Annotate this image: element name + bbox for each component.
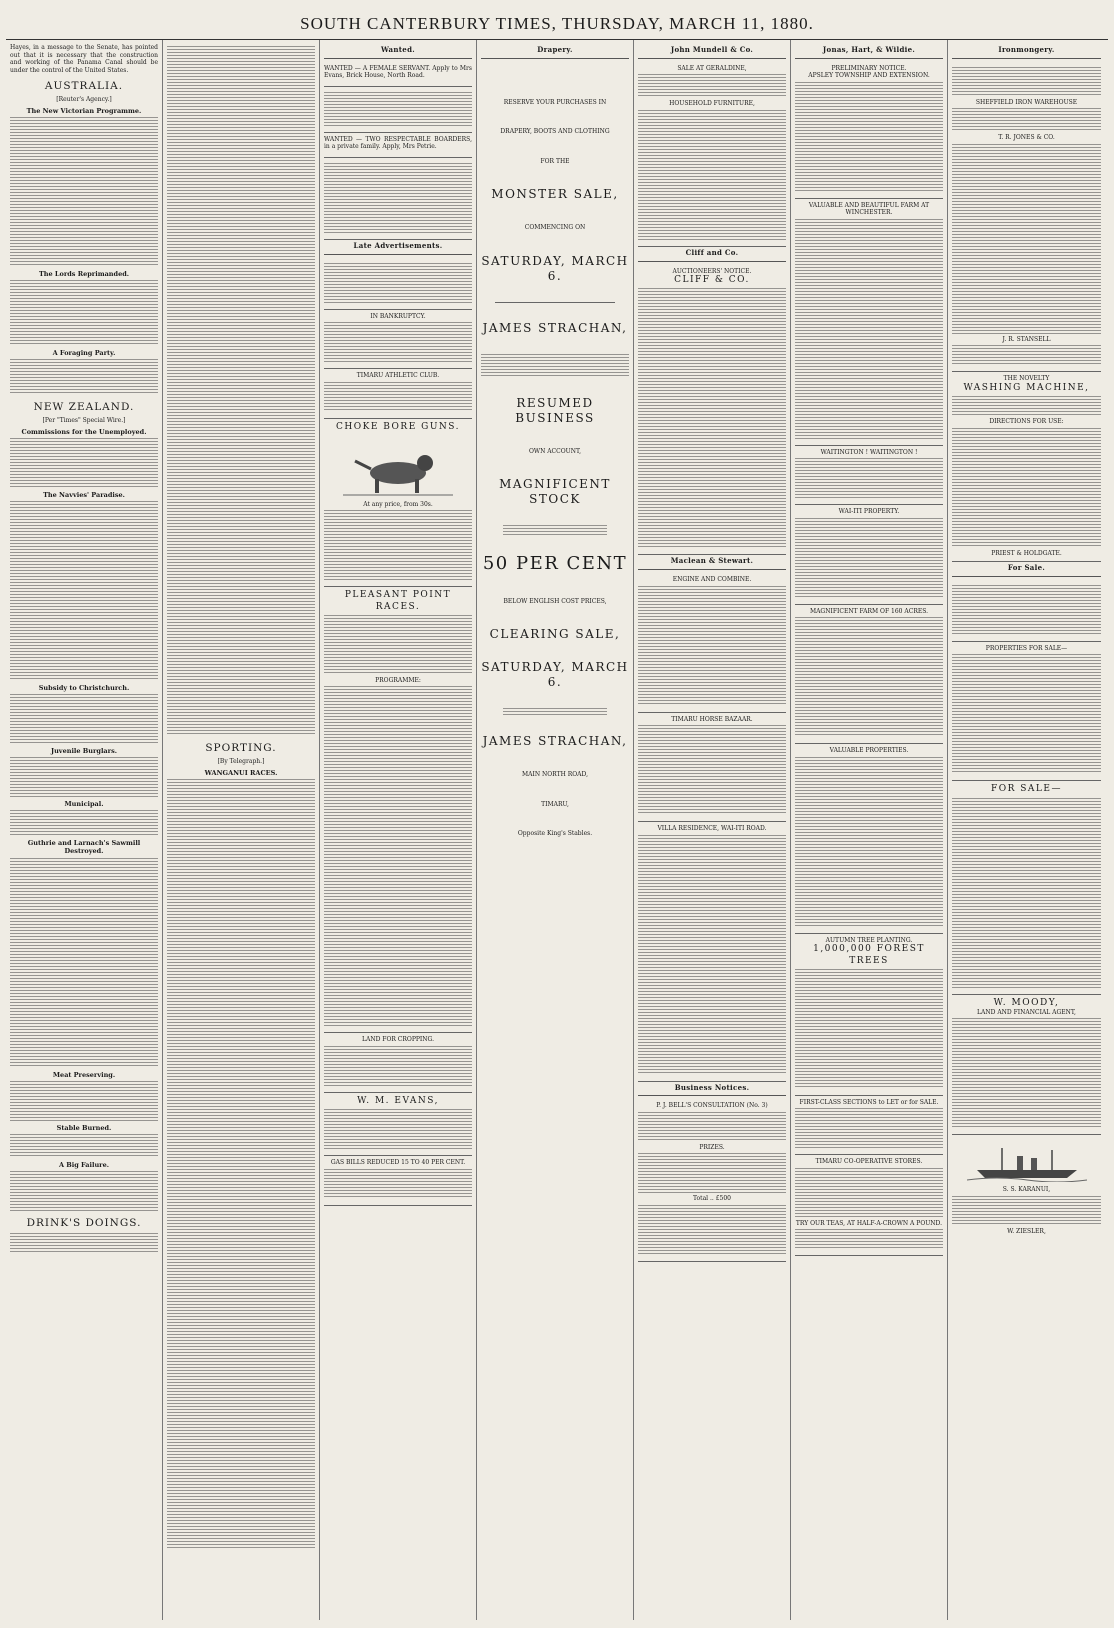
ad-line: DRAPERY, BOOTS AND CLOTHING — [500, 128, 610, 136]
ad-headline: RESUMED BUSINESS — [515, 395, 595, 425]
ad-subtitle: DIRECTIONS FOR USE: — [989, 418, 1064, 425]
ad-subtitle: PRIZES. — [699, 1143, 725, 1151]
ad-text — [324, 615, 472, 675]
article-title: A Big Failure. — [58, 1160, 110, 1169]
ad-title: PRELIMINARY NOTICE. — [831, 64, 907, 72]
article-text — [10, 1081, 158, 1121]
ad-headline: MONSTER SALE, — [491, 187, 619, 202]
telegraph-subheading: [By Telegraph.] — [217, 758, 265, 766]
ad-text — [795, 969, 943, 1089]
cliff-section-header: Cliff and Co. — [638, 247, 786, 262]
article-title: Stable Burned. — [56, 1123, 112, 1132]
ad-line: COMMENCING ON — [524, 224, 586, 232]
ad-guns — [324, 419, 472, 588]
ad-title: AUTUMN TREE PLANTING. — [825, 936, 913, 944]
article-text — [167, 779, 315, 1549]
article-title: Subsidy to Christchurch. — [38, 683, 130, 692]
ad-text — [952, 1196, 1101, 1226]
ad-waiiti — [795, 505, 943, 605]
ad-text — [795, 458, 943, 498]
column-7 — [948, 40, 1105, 1620]
ad-text — [324, 686, 472, 1026]
ad-text — [795, 1229, 943, 1249]
ad-text: At any price, from 30s. — [363, 500, 433, 508]
ad-title: FIRST-CLASS SECTIONS to LET or for SALE. — [799, 1098, 939, 1106]
article-text — [10, 117, 158, 267]
ad-wanted-boarders — [324, 133, 472, 158]
ad-title: WAI-ITI PROPERTY. — [838, 508, 900, 516]
ad-karanui — [952, 1135, 1101, 1239]
ad-text — [324, 92, 472, 126]
ad-text — [503, 525, 607, 535]
article-text — [10, 858, 158, 1068]
ad-text — [795, 219, 943, 439]
ad-title: GAS BILLS REDUCED 15 TO 40 PER CENT. — [330, 1159, 466, 1166]
ad-headline: CLEARING SALE, — [489, 627, 621, 642]
ad-line: Opposite King's Stables. — [517, 830, 593, 838]
mundell-section-header: John Mundell & Co. — [638, 44, 786, 59]
ad-properties-sale — [952, 642, 1101, 782]
article-title: The Navvies' Paradise. — [43, 490, 125, 499]
ad-title: IN BANKRUPTCY. — [370, 312, 426, 320]
ad-text — [952, 428, 1101, 548]
article-text — [167, 46, 315, 736]
ad-title: VALUABLE AND BEAUTIFUL FARM AT WINCHESTER. — [808, 201, 930, 217]
ad-headline: 50 PER CENT — [482, 553, 628, 575]
ad-text — [324, 322, 472, 362]
drinks-doings-heading: DRINK'S DOINGS. — [26, 1216, 142, 1229]
article-title: Juvenile Burglars. — [51, 747, 117, 755]
ad-text — [324, 510, 472, 580]
ad-text — [952, 585, 1101, 635]
ad-headline: WASHING MACHINE, — [963, 382, 1090, 393]
ad-headline: W. MOODY, — [993, 997, 1060, 1008]
special-wire-subheading: [Per "Times" Special Wire.] — [42, 417, 126, 425]
ad-text — [795, 1108, 943, 1148]
article-title: Guthrie and Larnach's Sawmill Destroyed. — [27, 839, 141, 856]
wanted-section-header: Wanted. — [324, 44, 472, 59]
ad-title: TIMARU CO-OPERATIVE STORES. — [815, 1158, 923, 1166]
ad-title: TIMARU ATHLETIC CLUB. — [356, 372, 440, 379]
steamship-icon — [967, 1142, 1087, 1182]
ad-title: VILLA RESIDENCE, WAI-ITI ROAD. — [657, 825, 767, 832]
ad-headline: JAMES STRACHAN, — [482, 320, 628, 335]
ad-text — [638, 1153, 786, 1193]
ad-title: TIMARU HORSE BAZAAR. — [671, 715, 753, 723]
ad-text — [503, 708, 607, 716]
ad-title: ENGINE AND COMBINE. — [672, 576, 752, 583]
article-title: Municipal. — [64, 800, 104, 809]
ad-winchester — [795, 199, 943, 446]
ad-sections — [795, 1096, 943, 1156]
ad-properties — [795, 744, 943, 934]
ad-for-sale — [952, 781, 1101, 994]
ad-title: PROPERTIES FOR SALE— — [985, 644, 1068, 652]
ad-text — [952, 144, 1101, 334]
ad-notice — [324, 258, 472, 310]
ad-text — [638, 288, 786, 548]
ad-geraldine — [638, 62, 786, 247]
ad-consultation — [638, 1099, 786, 1262]
ad-title: SALE AT GERALDINE, — [677, 64, 747, 72]
article-text — [10, 1233, 158, 1253]
ad-villa — [638, 822, 786, 1082]
ad-sheffield — [952, 62, 1101, 373]
ad-evans — [324, 1093, 472, 1156]
maclean-section-header: Maclean & Stewart. — [638, 555, 786, 570]
ad-text — [795, 757, 943, 927]
ad-headline: CLIFF & CO. — [674, 275, 750, 285]
ad-title: P. J. BELL'S CONSULTATION (No. 3) — [656, 1102, 768, 1110]
article-text — [10, 280, 158, 346]
ad-pleasant-point — [324, 587, 472, 1033]
ad-text — [324, 1046, 472, 1086]
ad-title: LAND FOR CROPPING. — [362, 1036, 434, 1044]
ad-text: WANTED — A FEMALE SERVANT. Apply to Mrs Evans, Brick House, North Road. — [324, 64, 472, 80]
ad-signature: T. R. JONES & CO. — [998, 134, 1055, 142]
ad-text — [638, 1112, 786, 1142]
ironmongery-section-header: Ironmongery. — [952, 44, 1101, 59]
ad-line: RESERVE YOUR PURCHASES IN — [503, 98, 607, 106]
ad-title: CHOKE BORE GUNS. — [336, 421, 460, 432]
ad-text — [795, 617, 943, 737]
australia-heading: AUSTRALIA. — [44, 80, 124, 92]
ad-subtitle: HOUSEHOLD FURNITURE, — [669, 100, 755, 108]
ad-bazaar — [638, 713, 786, 823]
ad-text — [324, 163, 472, 233]
ad-land — [324, 1033, 472, 1093]
reuter-subheading: [Reuter's Agency.] — [56, 96, 112, 104]
article-text — [10, 1171, 158, 1211]
ad-title: PLEASANT POINT RACES. — [344, 590, 452, 612]
ad-text — [638, 1205, 786, 1255]
jonas-section-header: Jonas, Hart, & Wildie. — [795, 44, 943, 59]
ad-subtitle: APSLEY TOWNSHIP AND EXTENSION. — [808, 72, 930, 80]
ad-headline: SATURDAY, MARCH 6. — [481, 660, 629, 690]
ad-line: MAIN NORTH ROAD, — [522, 771, 588, 779]
dog-illustration-icon — [343, 437, 453, 497]
sporting-heading: SPORTING. — [205, 742, 277, 754]
article-title: The Lords Reprimanded. — [38, 269, 130, 278]
ad-trees — [795, 934, 943, 1096]
ad-title: AUCTIONEERS' NOTICE. — [672, 267, 752, 275]
ad-engine — [638, 573, 786, 713]
ad-text — [795, 82, 943, 192]
article-title: A Foraging Party. — [52, 348, 116, 357]
ad-subtitle: LAND AND FINANCIAL AGENT, — [977, 1008, 1076, 1016]
ad-subtitle: TRY OUR TEAS, AT HALF-A-CROWN A POUND. — [795, 1219, 943, 1227]
ad-text — [952, 345, 1101, 365]
ad-text — [952, 798, 1101, 988]
article-text — [10, 359, 158, 395]
ad-headline: JAMES STRACHAN, — [482, 734, 628, 749]
article-title: The New Victorian Programme. — [26, 106, 142, 115]
ad-goodwill — [952, 580, 1101, 642]
new-zealand-heading: NEW ZEALAND. — [33, 401, 135, 413]
ad-text — [952, 396, 1101, 416]
ad-text — [952, 654, 1101, 774]
ad-waitington — [795, 446, 943, 506]
ad-title: WAITINGTON ! WAITINGTON ! — [820, 448, 918, 456]
ad-signature: PRIEST & HOLDGATE. — [991, 549, 1062, 557]
ad-title: THE NOVELTY — [1003, 375, 1050, 383]
ad-apsley — [795, 62, 943, 199]
column-1 — [6, 40, 163, 1620]
ad-title: SHEFFIELD IRON WAREHOUSE — [975, 98, 1078, 106]
ad-text — [638, 586, 786, 706]
ad-athletic-club — [324, 369, 472, 419]
ad-text — [638, 835, 786, 1075]
ad-line: TIMARU, — [541, 800, 569, 808]
column-3 — [320, 40, 477, 1620]
ad-headline: 1,000,000 FOREST TREES — [813, 944, 925, 966]
ad-title: VALUABLE PROPERTIES. — [829, 747, 909, 755]
ad-text — [324, 1109, 472, 1149]
article-text — [10, 501, 158, 681]
ad-text — [324, 1169, 472, 1199]
ad-subtitle: PROGRAMME: — [375, 676, 421, 684]
ad-text — [324, 263, 472, 303]
ad-title: S. S. KARANUI, — [1002, 1186, 1051, 1194]
ad-headline: MAGNIFICENT STOCK — [499, 477, 611, 507]
late-ads-section-header: Late Advertisements. — [324, 240, 472, 255]
article-text — [10, 810, 158, 836]
ad-signature: J. R. STANSELL — [1002, 335, 1051, 343]
ad-total: Total .. £500 — [693, 1195, 731, 1203]
ad-line: FOR THE — [540, 157, 570, 165]
article-text — [10, 438, 158, 488]
ad-line: BELOW ENGLISH COST PRICES, — [503, 597, 607, 605]
column-6 — [791, 40, 948, 1620]
ad-cliff — [638, 265, 786, 556]
ad-text — [795, 1168, 943, 1218]
ad-wanted-servant — [324, 62, 472, 87]
ad-farm — [795, 605, 943, 745]
ad-text — [638, 725, 786, 815]
ad-text — [481, 354, 629, 378]
column-5 — [634, 40, 791, 1620]
ad-signature: W. ZIESLER, — [1007, 1227, 1046, 1235]
article-text — [10, 694, 158, 744]
divider — [495, 302, 615, 303]
ad-coop — [795, 1155, 943, 1256]
races-title: WANGANUI RACES. — [204, 768, 278, 777]
lead-paragraph: Hayes, in a message to the Senate, has pointed out that it is necessary that the construction and working of the Panama Canal should be under the control of the United States. — [10, 44, 158, 74]
article-title: Meat Preserving. — [52, 1070, 116, 1079]
ad-text — [795, 518, 943, 598]
column-4 — [477, 40, 634, 1620]
ad-text — [638, 74, 786, 98]
ad-moody — [952, 995, 1101, 1136]
ad-text — [324, 382, 472, 412]
columns — [6, 40, 1108, 1620]
article-text — [10, 757, 158, 797]
ad-bankruptcy — [324, 310, 472, 370]
ad-title: W. M. EVANS, — [357, 1095, 439, 1106]
drapery-section-header: Drapery. — [481, 44, 629, 59]
ad-text: WANTED — TWO RESPECTABLE BOARDERS, in a private family. Apply, Mrs Petrie. — [324, 135, 472, 151]
ad-headline: SATURDAY, MARCH 6. — [481, 253, 629, 283]
for-sale-section-header: For Sale. — [952, 562, 1101, 577]
ad-gas — [324, 1156, 472, 1206]
ad-text — [952, 67, 1101, 97]
ad-line: OWN ACCOUNT, — [528, 447, 581, 455]
ad-other — [324, 87, 472, 133]
ad-text — [952, 108, 1101, 132]
ad-other — [324, 158, 472, 240]
ad-title: FOR SALE— — [991, 784, 1062, 795]
business-section-header: Business Notices. — [638, 1082, 786, 1097]
article-text — [10, 1134, 158, 1158]
ad-text — [638, 110, 786, 240]
article-title: Commissions for the Unemployed. — [21, 427, 147, 436]
ad-text — [952, 1018, 1101, 1128]
ad-washing-machine — [952, 372, 1101, 562]
column-2 — [163, 40, 320, 1620]
ad-title: MAGNIFICENT FARM OF 160 ACRES. — [809, 607, 929, 615]
masthead: SOUTH CANTERBURY TIMES, THURSDAY, MARCH 11, 1880. — [6, 6, 1108, 40]
